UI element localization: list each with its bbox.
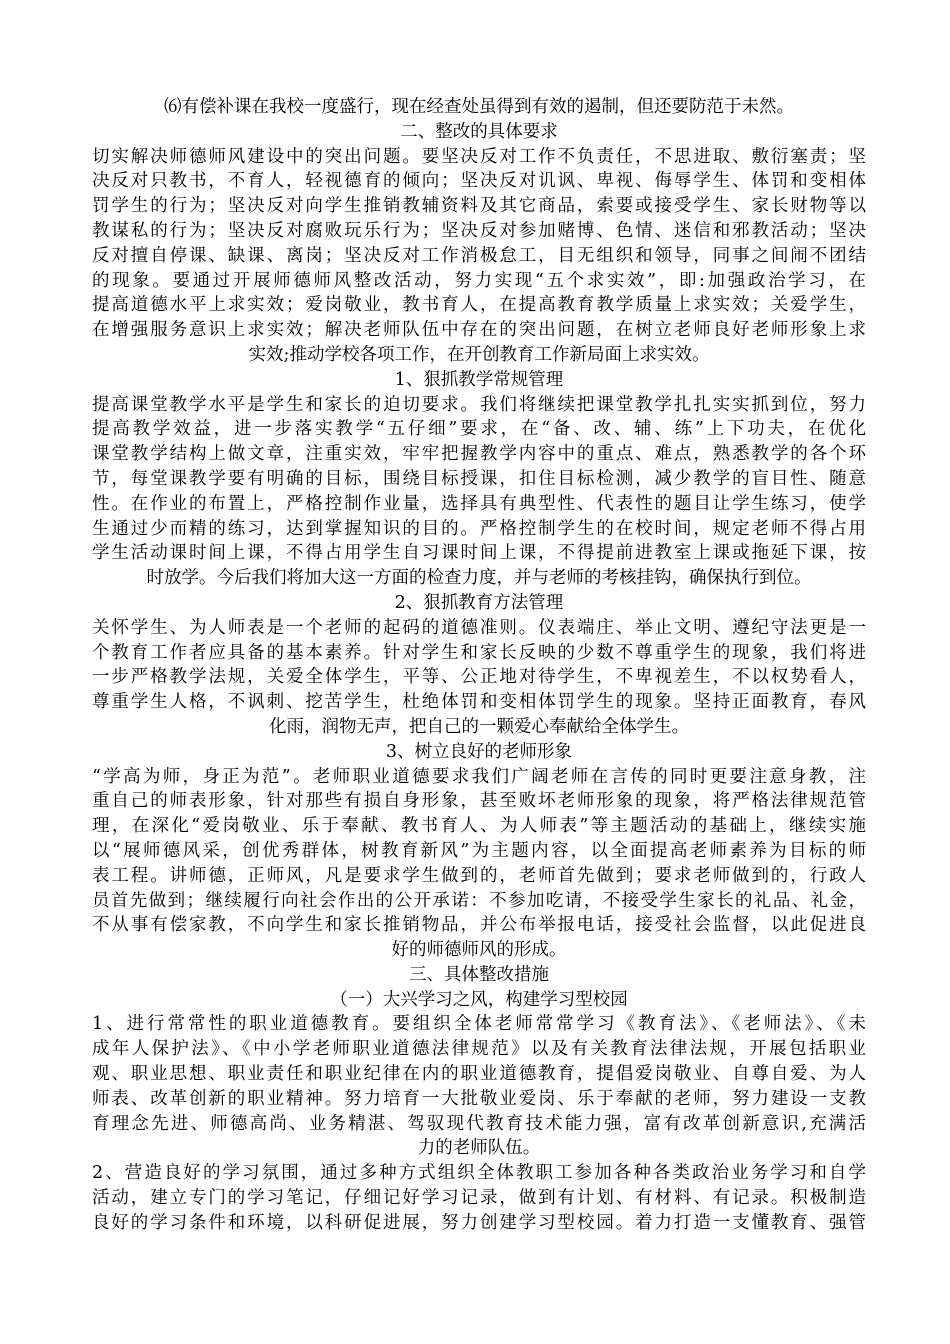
text-line: 提高课堂教学水平是学生和家长的迫切要求。我们将继续把课堂教学扎扎实实抓到位，努力	[92, 394, 866, 415]
text-line: 化雨，润物无声，把自己的一颗爱心奉献给全体学生。	[269, 716, 689, 737]
text-line: 表工程。讲师德，正师风，凡是要求学生做到的，老师首先做到；要求老师做到的，行政人	[92, 865, 866, 886]
text-line: 尊重学生人格，不讽刺、挖苦学生，杜绝体罚和变相体罚学生的现象。坚持正面教育，春风	[92, 692, 866, 713]
text-line: 提高道德水平上求实效；爱岗敬业，教书育人，在提高教育教学质量上求实效；关爱学生，	[92, 295, 866, 316]
document-body	[92, 95, 866, 1236]
text-line: 1、进行常常性的职业道德教育。要组织全体老师常常学习《教育法》、《老师法》、《未	[92, 1014, 866, 1035]
text-line: 关怀学生、为人师表是一个老师的起码的道德准则。仪表端庄、举止文明、遵纪守法更是一	[92, 617, 866, 638]
text-line: 性。在作业的布置上，严格控制作业量，选择具有典型性、代表性的题目让学生练习，使学	[92, 493, 866, 514]
text-line: 切实解决师德师风建设中的突出问题。要坚决反对工作不负责任，不思进取、敷衍塞责；坚	[92, 146, 866, 167]
text-line: 不从事有偿家教，不向学生和家长推销物品，并公布举报电话，接受社会监督，以此促进良	[92, 915, 866, 936]
subsection-heading: （一）大兴学习之风，构建学习型校园	[330, 989, 628, 1010]
text-line: 决反对只教书，不育人，轻视德育的倾向；坚决反对讥讽、卑视、侮辱学生、体罚和变相体	[92, 171, 866, 192]
text-line: 师表、改革创新的职业精神。努力培育一大批敬业爱岗、乐于奉献的老师，努力建设一支教	[92, 1088, 866, 1109]
text-line: 实效;推动学校各项工作，在开创教育工作新局面上求实效。	[248, 344, 710, 365]
text-line: 提高教学效益，进一步落实教学“五仔细”要求，在“备、改、辅、练”上下功夫，在优化	[92, 419, 866, 440]
section-heading: 三、具体整改措施	[409, 964, 549, 985]
text-line: 课堂教学结构上做文章，注重实效，牢牢把握教学内容中的重点、难点，熟悉教学的各个环	[92, 444, 866, 465]
text-line: 良好的学习条件和环境，以科研促进展，努力创建学习型校园。着力打造一支懂教育、强管	[92, 1212, 866, 1233]
text-line: 时放学。今后我们将加大这一方面的检查力度，并与老师的考核挂钩，确保执行到位。	[146, 568, 812, 589]
text-line: 成年人保护法》、《中小学老师职业道德法律规范》以及有关教育法律法规，开展包括职业	[92, 1039, 866, 1060]
subsection-heading: 3、树立良好的老师形象	[385, 741, 573, 762]
text-line: “学高为师，身正为范”。老师职业道德要求我们广阔老师在言传的同时更要注意身教，注	[92, 766, 866, 787]
text-line: 理，在深化“爱岗敬业、乐于奉献、教书育人、为人师表”等主题活动的基础上，继续实施	[92, 816, 866, 837]
text-line: 的现象。要通过开展师德师风整改活动，努力实现“五个求实效”，即:加强政治学习，在	[92, 270, 866, 291]
text-line: ⑹有偿补课在我校一度盛行，现在经查处虽得到有效的遏制，但还要防范于未然。	[164, 97, 794, 117]
text-line: 节，每堂课教学要有明确的目标，围绕目标授课，扣住目标检测，减少教学的盲目性、随意	[92, 468, 866, 489]
subsection-heading: 2、狠抓教育方法管理	[394, 592, 564, 613]
text-line: 罚学生的行为；坚决反对向学生推销教辅资料及其它商品，索要或接受学生、家长财物等以	[92, 196, 866, 217]
text-line: 育理念先进、师德高尚、业务精湛、驾驭现代教育技术能力强，富有改革创新意识,充满活	[92, 1113, 866, 1134]
text-line: 员首先做到；继续履行向社会作出的公开承诺：不参加吃请，不接受学生家长的礼品、礼金，	[92, 890, 866, 911]
text-line: 个教育工作者应具备的基本素养。针对学生和家长反映的少数不尊重学生的现象，我们将进	[92, 642, 866, 663]
section-heading: 二、整改的具体要求	[400, 121, 558, 142]
text-line: 活动，建立专门的学习笔记，仔细记好学习记录，做到有计划、有材料、有记录。积极制造	[92, 1188, 866, 1209]
text-line: 一步严格教学法规，关爱全体学生，平等、公正地对待学生，不卑视差生，不以权势看人，	[92, 667, 866, 688]
text-line: 在增强服务意识上求实效；解决老师队伍中存在的突出问题，在树立老师良好老师形象上求	[92, 320, 866, 341]
text-line: 力的老师队伍。	[417, 1138, 541, 1159]
text-line: 以“展师德风采，创优秀群体，树教育新风”为主题内容，以全面提高老师素养为目标的师	[92, 840, 866, 861]
text-line: 教谋私的行为；坚决反对腐败玩乐行为；坚决反对参加赌博、色情、迷信和邪教活动；坚决	[92, 220, 866, 241]
text-line: 好的师德师风的形成。	[391, 940, 567, 961]
text-line: 反对擅自停课、缺课、离岗；坚决反对工作消极怠工，目无组织和领导，同事之间闹不团结	[92, 245, 866, 266]
text-line: 2、营造良好的学习氛围，通过多种方式组织全体教职工参加各种各类政治业务学习和自学	[92, 1163, 866, 1184]
text-line: 重自己的师表形象，针对那些有损自身形象，甚至败坏老师形象的现象，将严格法律规范管	[92, 791, 866, 812]
subsection-heading: 1、狠抓教学常规管理	[394, 369, 564, 390]
text-line: 生通过少而精的练习，达到掌握知识的目的。严格控制学生的在校时间，规定老师不得占用	[92, 518, 866, 539]
text-line: 观、职业思想、职业责任和职业纪律在内的职业道德教育，提倡爱岗敬业、自尊自爱、为人	[92, 1064, 866, 1085]
text-line: 学生活动课时间上课，不得占用学生自习课时间上课，不得提前进教室上课或拖延下课，按	[92, 543, 866, 564]
